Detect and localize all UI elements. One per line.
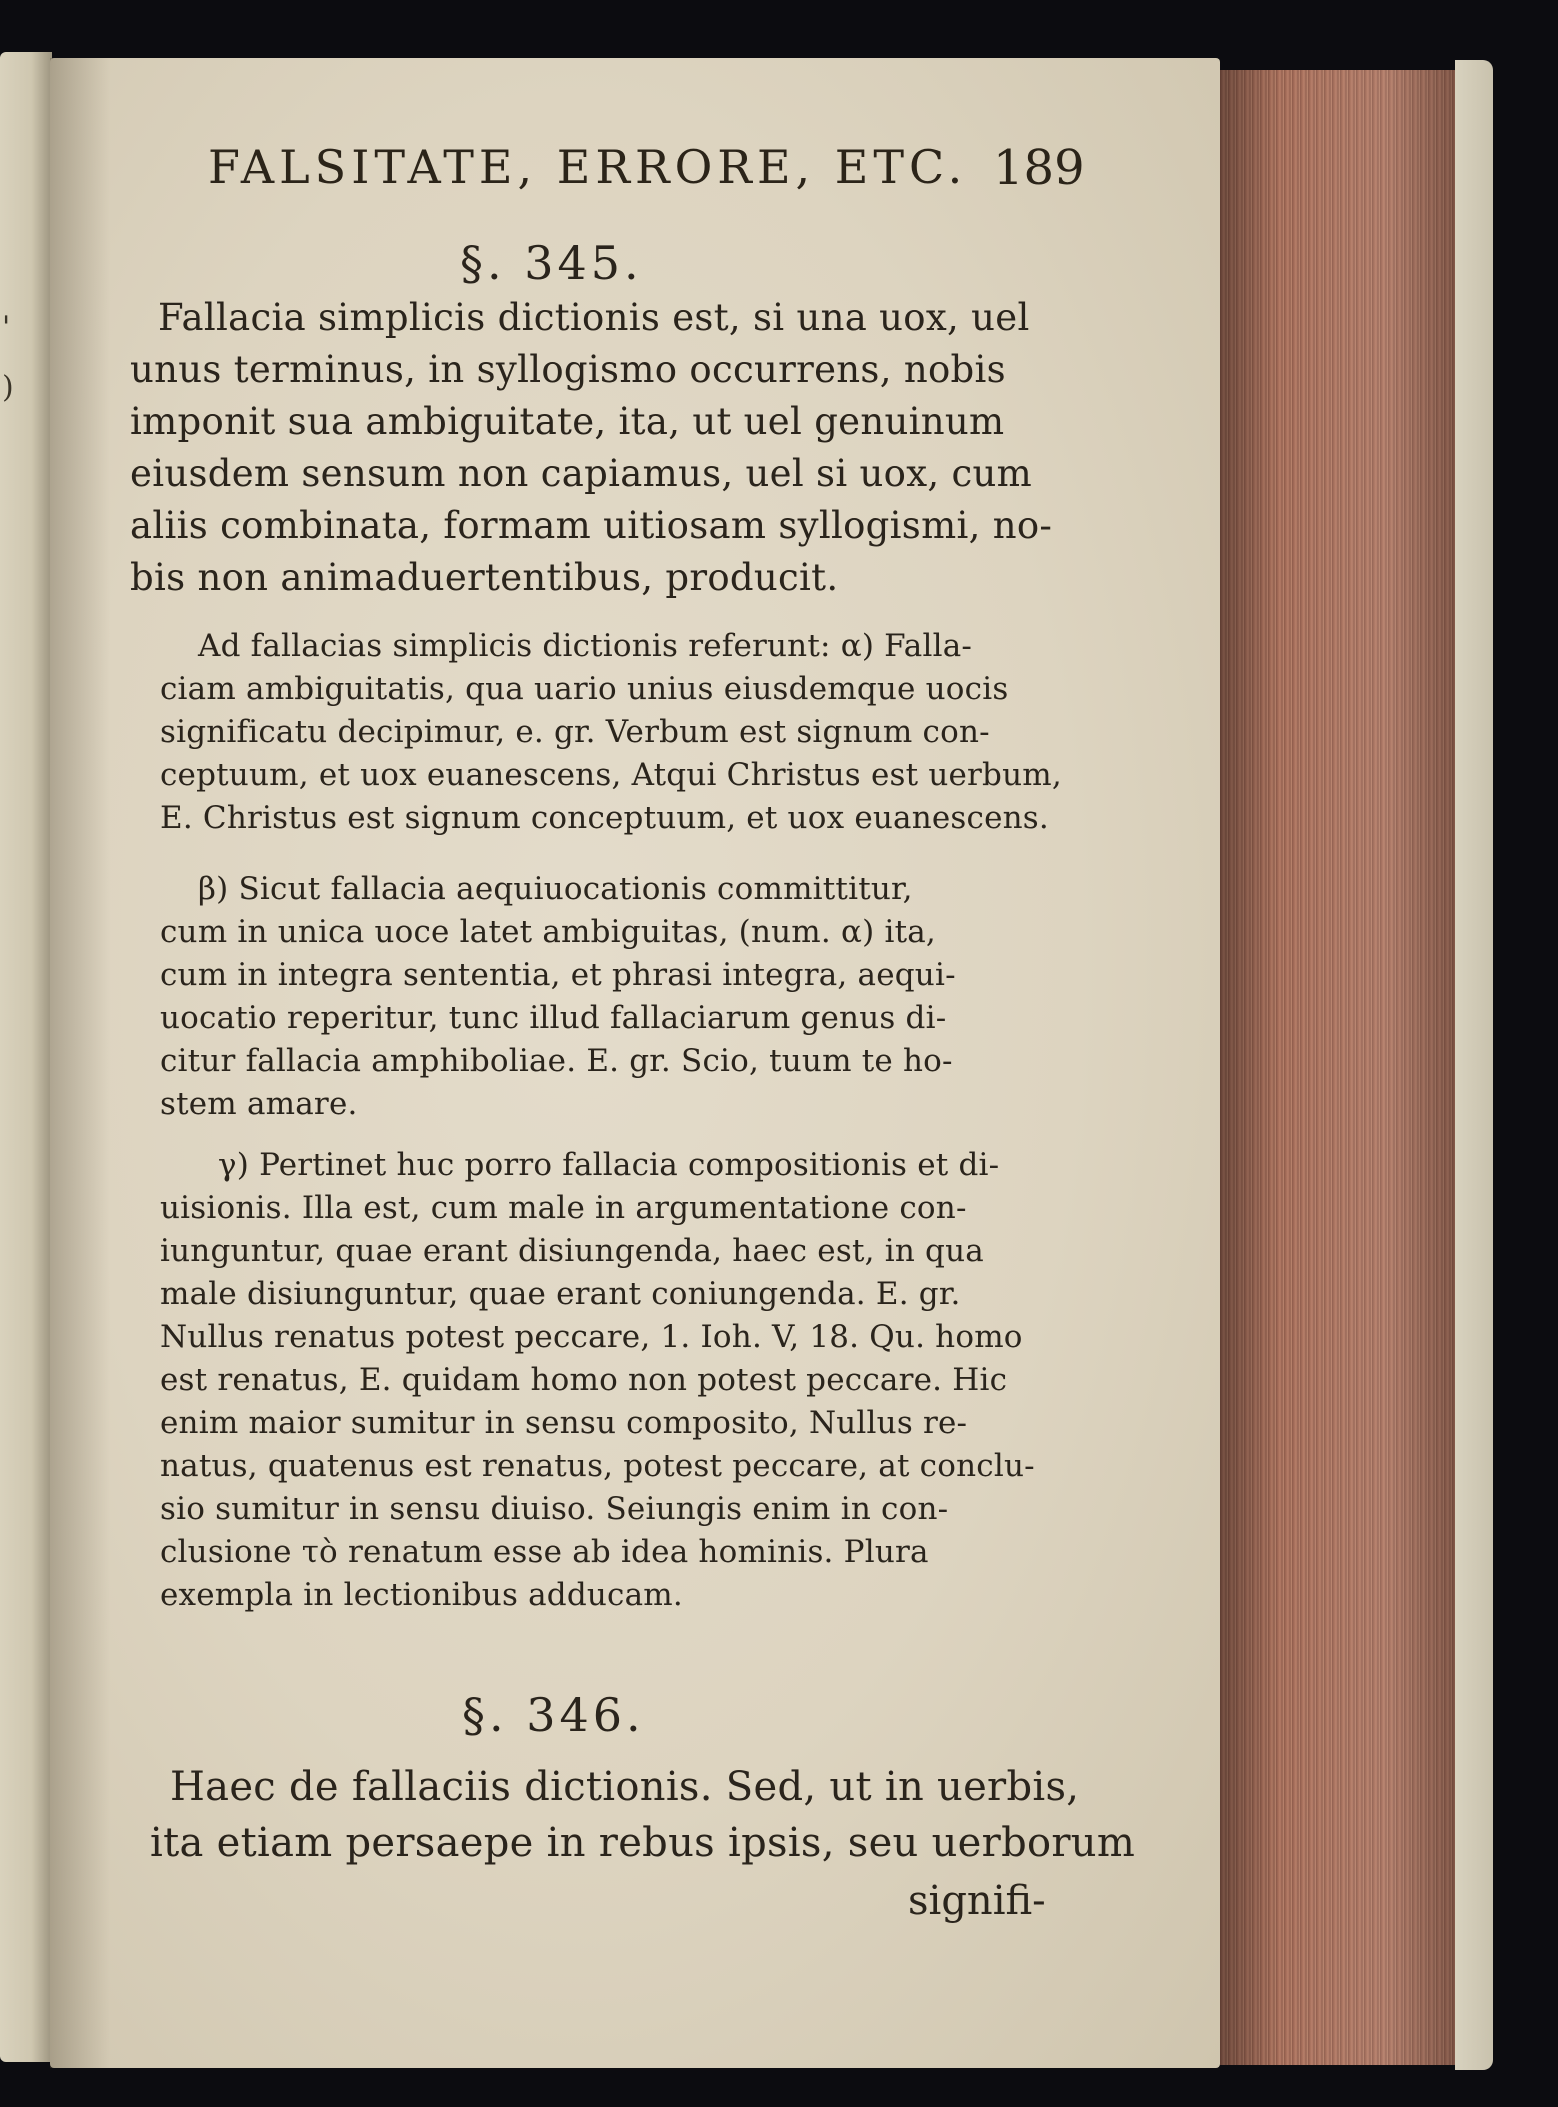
text-line: E. Christus est signum conceptuum, et uox euanescens. — [160, 800, 1049, 836]
left-page-mark: ' — [2, 310, 11, 345]
text-line: imponit sua ambiguitate, ita, ut uel genuinum — [130, 400, 1005, 443]
text-line: enim maior sumitur in sensu composito, Nullus re- — [160, 1405, 968, 1441]
text-line: unus terminus, in syllogismo occurrens, nobis — [130, 348, 1006, 391]
running-title: FALSITATE, ERRORE, ETC. — [208, 140, 968, 194]
text-line: aliis combinata, formam uitiosam syllogismi, no- — [130, 504, 1053, 547]
book-cover — [1455, 60, 1493, 2070]
text-line: sio sumitur in sensu diuiso. Seiungis enim in con- — [160, 1491, 949, 1527]
text-line: Fallacia simplicis dictionis est, si una uox, uel — [158, 296, 1030, 339]
page-number: 189 — [993, 140, 1085, 196]
text-line: exempla in lectionibus adducam. — [160, 1577, 683, 1613]
text-line: Nullus renatus potest peccare, 1. Ioh. V, 18. Qu. homo — [160, 1319, 1023, 1355]
text-line: male disiunguntur, quae erant coniungenda. E. gr. — [160, 1276, 961, 1312]
text-line: bis non animaduertentibus, producit. — [130, 556, 839, 599]
text-line: ciam ambiguitatis, qua uario unius eiusdemque uocis — [160, 671, 1009, 707]
left-page-edge — [0, 52, 52, 2062]
text-line: stem amare. — [160, 1086, 358, 1122]
text-line: cum in unica uoce latet ambiguitas, (num. α) ita, — [160, 914, 936, 950]
text-line: natus, quatenus est renatus, potest peccare, at conclu- — [160, 1448, 1035, 1484]
text-line: significatu decipimur, e. gr. Verbum est signum con- — [160, 714, 990, 750]
text-line: uocatio reperitur, tunc illud fallaciarum genus di- — [160, 1000, 947, 1036]
text-line: ita etiam persaepe in rebus ipsis, seu uerborum — [150, 1820, 1136, 1866]
catchword: signifi- — [908, 1878, 1046, 1924]
section-heading-345: §. 345. — [460, 236, 643, 290]
left-page-mark: ) — [2, 370, 14, 405]
page-edges-shade — [1220, 70, 1460, 2065]
text-line: β) Sicut fallacia aequiuocationis committitur, — [198, 871, 913, 907]
page-gutter-shadow — [50, 58, 110, 2068]
text-line: est renatus, E. quidam homo non potest peccare. Hic — [160, 1362, 1008, 1398]
text-line: γ) Pertinet huc porro fallacia compositionis et di- — [218, 1147, 1000, 1183]
text-line: Haec de fallaciis dictionis. Sed, ut in uerbis, — [170, 1764, 1080, 1810]
text-line: eiusdem sensum non capiamus, uel si uox, cum — [130, 452, 1033, 495]
text-line: citur fallacia amphiboliae. E. gr. Scio, tuum te ho- — [160, 1043, 953, 1079]
text-line: Ad fallacias simplicis dictionis referunt: α) Falla- — [198, 628, 973, 664]
text-line: clusione τὸ renatum esse ab idea hominis. Plura — [160, 1534, 929, 1570]
text-line: uisionis. Illa est, cum male in argumentatione con- — [160, 1190, 967, 1226]
text-line: iunguntur, quae erant disiungenda, haec est, in qua — [160, 1233, 984, 1269]
text-line: ceptuum, et uox euanescens, Atqui Christus est uerbum, — [160, 757, 1062, 793]
section-heading-346: §. 346. — [462, 1688, 645, 1742]
text-line: cum in integra sententia, et phrasi integra, aequi- — [160, 957, 956, 993]
